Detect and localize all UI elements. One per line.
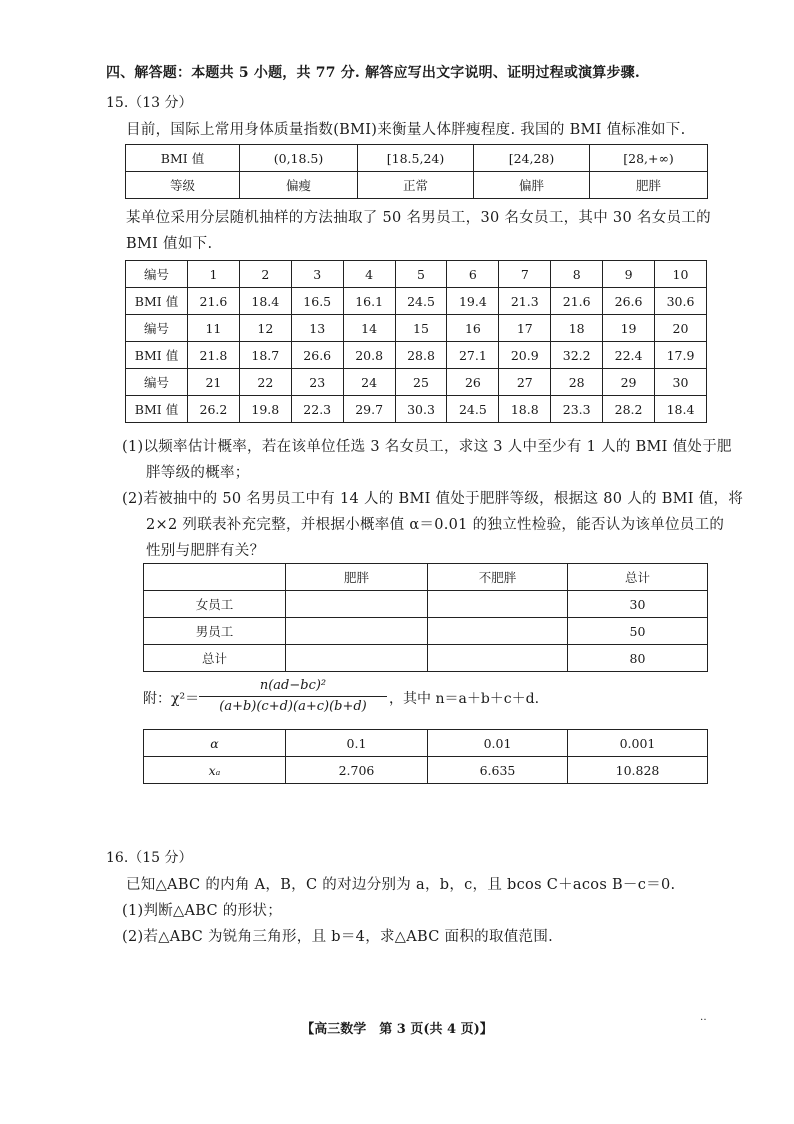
table-cell: 30.6 [655,288,707,315]
table-row [126,172,708,199]
table-cell: 18.7 [239,342,291,369]
table-row [126,369,707,396]
table-row [126,145,708,172]
fraction-bar [199,696,387,697]
table-cell: 0.01 [428,730,568,757]
table-cell: 女员工 [144,591,286,618]
table-cell: [24,28) [474,145,590,172]
formula-denominator: (a+b)(c+d)(a+c)(b+d) [219,699,367,714]
row-label: BMI 值 [126,288,188,315]
table-cell: 7 [499,261,551,288]
table-cell: 24.5 [447,396,499,423]
table-row [126,342,707,369]
table-header-row [144,564,708,591]
table-cell: 男员工 [144,618,286,645]
table-row [126,261,707,288]
q15-sample-line2: BMI 值如下. [126,236,213,252]
table-cell: (0,18.5) [240,145,358,172]
table-cell: 25 [395,369,447,396]
row-label: 编号 [126,315,188,342]
table-cell: 23 [291,369,343,396]
table-cell: 不肥胖 [428,564,568,591]
table-cell: 20 [655,315,707,342]
table-cell: 10.828 [568,757,708,784]
table-cell: 16.1 [343,288,395,315]
table-cell: 23.3 [551,396,603,423]
table-cell [144,564,286,591]
table-cell: 22.3 [291,396,343,423]
table-cell: 19 [603,315,655,342]
table-cell: 5 [395,261,447,288]
table-cell: 29 [603,369,655,396]
table-cell: 80 [568,645,708,672]
q15-part2-line3: 性别与肥胖有关？ [146,543,265,559]
table-cell: 肥胖 [590,172,708,199]
table-cell: 14 [343,315,395,342]
table-cell: 19.4 [447,288,499,315]
table-cell: 6 [447,261,499,288]
table-cell: [18.5,24) [358,145,474,172]
q15-sample-line1: 某单位采用分层随机抽样的方法抽取了 50 名男员工，30 名女员工，其中 30 名女员工的 [126,210,711,226]
female-bmi-table [125,260,707,423]
q15-part2-line2: 2×2 列联表补充完整，并根据小概率值 α＝0.01 的独立性检验，能否认为该单位员工的 [146,517,725,533]
table-cell: [28,+∞) [590,145,708,172]
table-cell: 16.5 [291,288,343,315]
bmi-standard-table [125,144,708,199]
table-row [144,618,708,645]
table-cell: 27.1 [447,342,499,369]
table-cell: xₐ [144,757,286,784]
table-cell: 12 [239,315,291,342]
table-cell: 1 [188,261,240,288]
table-cell: 21.6 [551,288,603,315]
table-cell: 16 [447,315,499,342]
table-cell: 32.2 [551,342,603,369]
page-footer: 【高三数学 第 3 页(共 4 页)】 [301,1022,493,1037]
formula-suffix: ，其中 n＝a＋b＋c＋d. [389,691,540,707]
contingency-table [143,563,708,672]
q15-part2-line1: (2)若被抽中的 50 名男员工中有 14 人的 BMI 值处于肥胖等级，根据这 80 人的 BMI 值，将 [122,491,744,507]
table-cell: 30 [568,591,708,618]
table-cell: 30 [655,369,707,396]
table-cell: 21.3 [499,288,551,315]
corner-mark: ‥ [700,1012,707,1023]
table-cell: 26.6 [291,342,343,369]
table-cell: 24.5 [395,288,447,315]
table-row [144,757,708,784]
table-row [126,396,707,423]
table-cell: 22 [239,369,291,396]
table-cell: 20.8 [343,342,395,369]
table-cell [286,645,428,672]
table-row [126,288,707,315]
table-cell: 26.6 [603,288,655,315]
table-cell [286,618,428,645]
table-cell: 19.8 [239,396,291,423]
table-cell: 17 [499,315,551,342]
table-cell: 50 [568,618,708,645]
row-label: BMI 值 [126,396,188,423]
table-cell: 21.8 [188,342,240,369]
table-cell: 10 [655,261,707,288]
table-row [144,591,708,618]
q15-number: 15.（13 分） [106,95,193,111]
table-cell: 肥胖 [286,564,428,591]
table-cell [428,645,568,672]
table-cell: 0.001 [568,730,708,757]
table-cell: 15 [395,315,447,342]
table-cell: 正常 [358,172,474,199]
table-cell: α [144,730,286,757]
formula-fraction [199,677,387,716]
table-cell: 17.9 [655,342,707,369]
q15-intro: 目前，国际上常用身体质量指数(BMI)来衡量人体胖瘦程度. 我国的 BMI 值标准如下. [126,122,686,138]
table-cell: 总计 [144,645,286,672]
table-cell [428,591,568,618]
table-cell: 13 [291,315,343,342]
table-row [144,730,708,757]
row-label: 编号 [126,369,188,396]
table-cell: 偏瘦 [240,172,358,199]
row-label: BMI 值 [126,342,188,369]
table-cell: 22.4 [603,342,655,369]
table-cell: 4 [343,261,395,288]
table-cell: 28.2 [603,396,655,423]
table-cell: 2.706 [286,757,428,784]
table-cell: 等级 [126,172,240,199]
table-cell: 28 [551,369,603,396]
formula-numerator: n(ad−bc)² [259,678,327,693]
table-cell: 18.8 [499,396,551,423]
table-cell: BMI 值 [126,145,240,172]
table-cell: 28.8 [395,342,447,369]
table-row [126,315,707,342]
q16-intro: 已知△ABC 的内角 A，B，C 的对边分别为 a，b，c，且 bcos C＋acos B－c＝0. [126,877,676,893]
table-cell: 总计 [568,564,708,591]
table-cell: 18 [551,315,603,342]
table-cell: 11 [188,315,240,342]
table-cell: 2 [239,261,291,288]
q16-part2: (2)若△ABC 为锐角三角形，且 b＝4，求△ABC 面积的取值范围. [122,929,554,945]
table-row [144,645,708,672]
formula-prefix: 附：χ²＝ [143,691,200,707]
table-cell: 29.7 [343,396,395,423]
section-heading: 四、解答题：本题共 5 小题，共 77 分. 解答应写出文字说明、证明过程或演算步骤. [106,65,640,81]
table-cell: 27 [499,369,551,396]
q15-part1-line1: (1)以频率估计概率，若在该单位任选 3 名女员工，求这 3 人中至少有 1 人的 BMI 值处于肥 [122,439,732,455]
table-cell: 21.6 [188,288,240,315]
table-cell: 6.635 [428,757,568,784]
q16-number: 16.（15 分） [106,850,193,866]
table-cell: 3 [291,261,343,288]
table-cell: 8 [551,261,603,288]
table-cell: 21 [188,369,240,396]
table-cell: 18.4 [655,396,707,423]
table-cell: 26.2 [188,396,240,423]
table-cell: 26 [447,369,499,396]
q15-part1-line2: 胖等级的概率； [146,465,250,481]
row-label: 编号 [126,261,188,288]
q16-part1: (1)判断△ABC 的形状； [122,903,282,919]
chi-square-formula [143,677,563,717]
table-cell: 偏胖 [474,172,590,199]
table-cell: 0.1 [286,730,428,757]
table-cell: 18.4 [239,288,291,315]
table-cell: 20.9 [499,342,551,369]
table-cell: 9 [603,261,655,288]
critical-value-table [143,729,708,784]
table-cell: 30.3 [395,396,447,423]
table-cell: 24 [343,369,395,396]
table-cell [428,618,568,645]
table-cell [286,591,428,618]
